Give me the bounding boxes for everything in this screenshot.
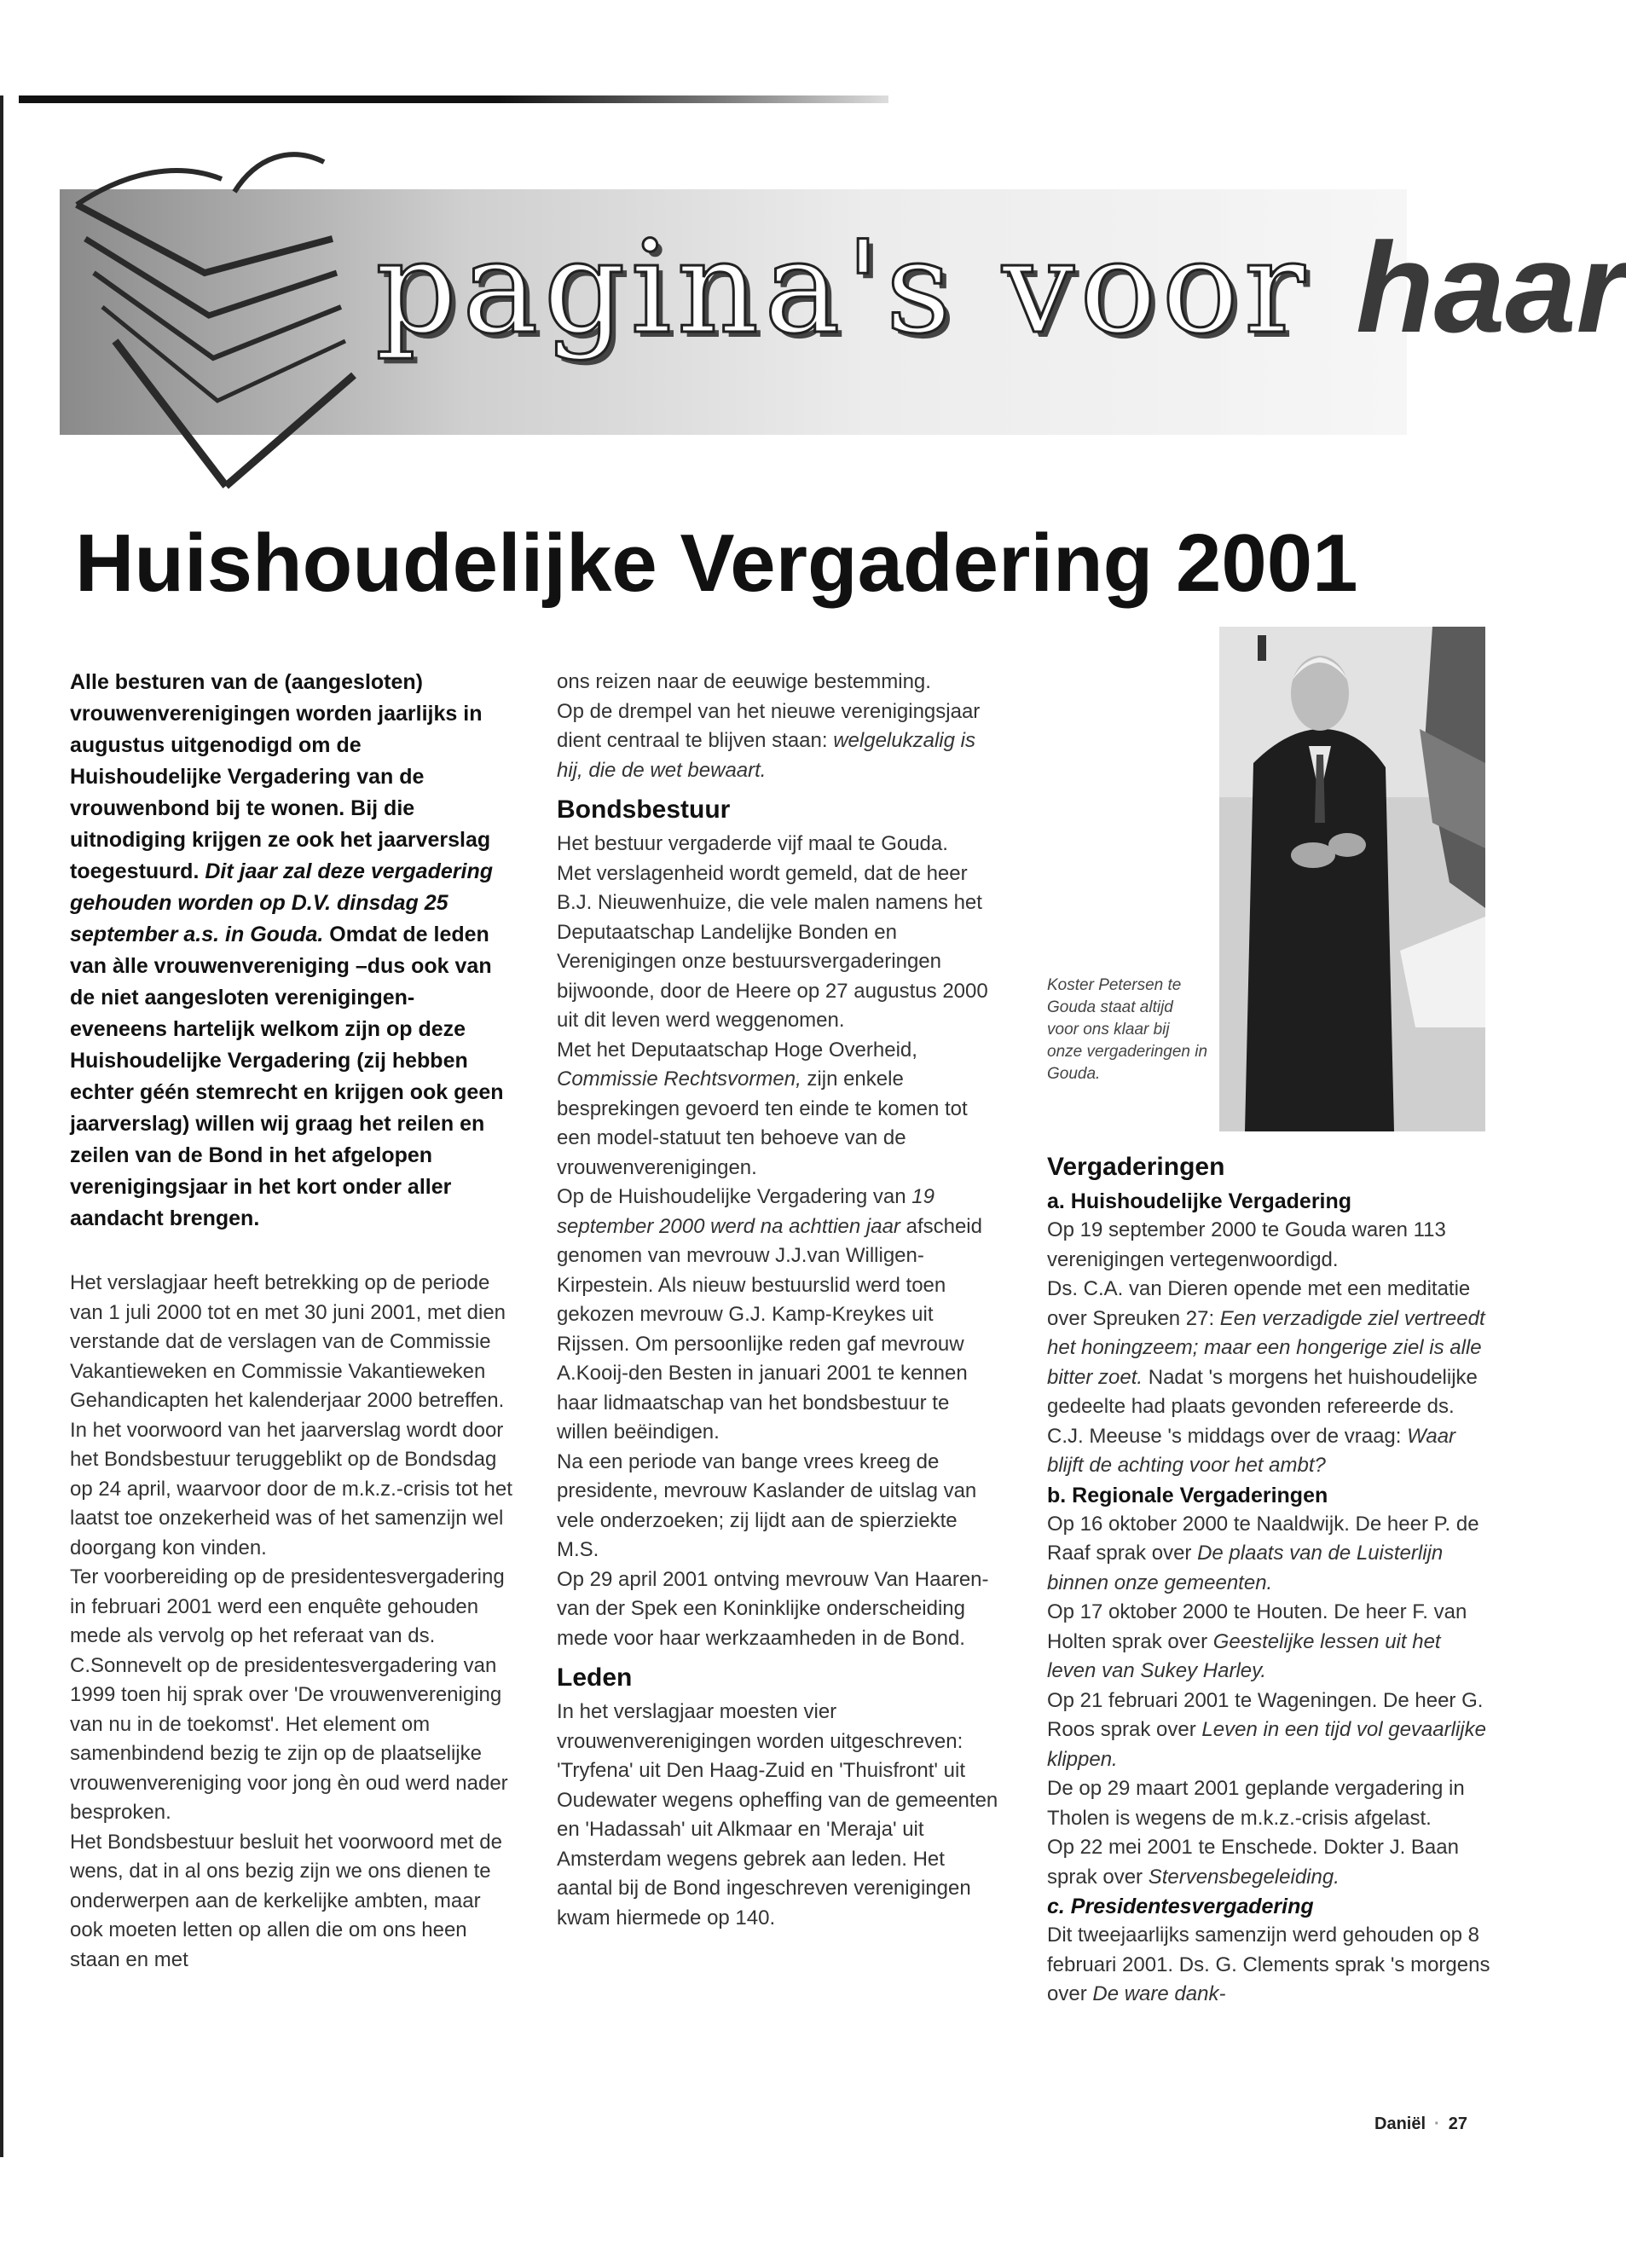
paragraph: In het verslagjaar moesten vier vrouwenverenigingen worden uitgeschreven: 'Tryfena' uit Den Haag-Zuid en 'Thuisfront' uit Oudewater wegens opheffing van de gemeenten en 'Hadassah' uit Alkmaar en 'Meraja' uit Amsterdam wegens gebrek aan leden. Het aantal bij de Bond ingeschreven verenigingen kwam hiermede op 140. xyxy=(557,1700,998,1930)
paragraph-text: Op 17 oktober 2000 te Houten. De heer F. van Holten sprak over xyxy=(1047,1600,1467,1653)
italic-text: De plaats van de Luisterlijn binnen onze gemeenten. xyxy=(1047,1542,1444,1594)
paragraph xyxy=(557,1183,1000,1448)
intro-text-1: Alle besturen van de (aangesloten) vrouwenverenigingen worden jaarlijks in augustus uitgenodigd om de Huishoudelijke Vergadering van de vrouwenbond bij te wonen. Bij die uitnodiging krijgen ze ook het jaarverslag toegestuurd. xyxy=(70,670,491,883)
article-headline: Huishoudelijke Vergadering 2001 xyxy=(75,518,1358,609)
paragraph xyxy=(1047,1833,1490,1892)
subheading-regionale-vergaderingen: b. Regionale Vergaderingen xyxy=(1047,1483,1328,1507)
paragraph xyxy=(1047,1687,1490,1775)
paragraph-text: zijn enkele besprekingen gevoerd ten einde te komen tot een model-statuut ten behoeve van de vrouwenverenigingen. xyxy=(557,1067,968,1179)
paragraph: Het verslagjaar heeft betrekking op de periode van 1 juli 2000 tot en met 30 juni 2001, met dien verstande dat de verslagen van de Commissie Vakantieweken en Commissie Vakantieweken Gehandicapten het kalenderjaar 2000 betreffen. xyxy=(70,1271,506,1412)
subheading-huishoudelijke-vergadering: a. Huishoudelijke Vergadering xyxy=(1047,1189,1352,1213)
section-heading-bondsbestuur: Bondsbestuur xyxy=(557,796,731,824)
paragraph-text: Op de Huishoudelijke Vergadering van xyxy=(557,1185,906,1208)
paragraph-text: Nadat 's morgens het huishoudelijke gedeelte had plaats gevonden refereerde ds. C.J. Meeuse 's middags over de vraag: xyxy=(1047,1365,1478,1448)
magazine-name: Daniël xyxy=(1374,2115,1426,2133)
column-3 xyxy=(1047,1143,1490,2010)
italic-text: De ware dank- xyxy=(1092,1982,1226,2005)
italic-text: Geestelijke lessen uit het leven van Sukey Harley. xyxy=(1047,1629,1441,1682)
paragraph: Op 29 april 2001 ontving mevrouw Van Haaren-van der Spek een Koninklijke onderscheiding mede voor haar werkzaamheden in de Bond. xyxy=(557,1567,989,1650)
paragraph: Het bestuur vergaderde vijf maal te Gouda. xyxy=(557,832,948,855)
paragraph xyxy=(557,697,1000,786)
paragraph xyxy=(1047,1921,1490,2010)
paragraph xyxy=(1047,1598,1490,1687)
top-rule xyxy=(19,95,888,103)
column-2 xyxy=(557,668,1000,1933)
paragraph xyxy=(1047,1275,1490,1481)
page-footer xyxy=(1374,2115,1467,2134)
intro-text-italic: Dit jaar zal deze vergadering gehouden worden op D.V. dinsdag 25 september a.s. in Gouda. xyxy=(70,859,493,946)
paragraph xyxy=(557,1036,1000,1183)
paragraph: Met verslagenheid wordt gemeld, dat de heer B.J. Nieuwenhuize, die vele malen namens het Deputaatschap Landelijke Bonden en Verenigingen onze bestuursvergaderingen bijwoonde, door de Heere op 27 augustus 2000 uit dit leven werd weggenomen. xyxy=(557,861,988,1032)
section-heading-vergaderingen: Vergaderingen xyxy=(1047,1153,1225,1181)
italic-text: Stervensbegeleiding. xyxy=(1148,1865,1340,1889)
section-heading-leden: Leden xyxy=(557,1663,633,1692)
paragraph: In het voorwoord van het jaarverslag wordt door het Bondsbestuur teruggeblikt op de Bondsdag op 24 april, waarvoor door de m.k.z.-crisis tot het laatst toe onzekerheid was of het samenzijn wel doorgang kon vinden. xyxy=(70,1418,512,1559)
photo-koster-petersen xyxy=(1219,627,1485,1131)
paragraph-text: Met het Deputaatschap Hoge Overheid, xyxy=(557,1038,917,1062)
paragraph: Ter voorbereiding op de presidentesvergadering in februari 2001 werd een enquête gehouden mede als vervolg op het referaat van ds. C.Sonnevelt op de presidentesvergadering van 1999 toen hij sprak over 'De vrouwenvereniging van nu in de toekomst'. Het element om samenbindend bezig te zijn op de plaatselijke vrouwenvereniging voor jong èn oud werd nader besproken. xyxy=(70,1565,508,1824)
paragraph-text: Op 22 mei 2001 te Enschede. Dokter J. Baan sprak over xyxy=(1047,1836,1459,1889)
photo-caption: Koster Petersen te Gouda staat altijd voor ons klaar bij onze vergaderingen in Gouda. xyxy=(1047,976,1208,1083)
paragraph-text: Dit tweejaarlijks samenzijn werd gehouden op 8 februari 2001. Ds. G. Clements sprak 's morgens over xyxy=(1047,1924,1490,2005)
italic-text: Een verzadigde ziel vertreedt het honingzeem; maar een hongerige ziel is alle bitter zoet. xyxy=(1047,1306,1485,1389)
paragraph: Na een periode van bange vrees kreeg de presidente, mevrouw Kaslander de uitslag van vele onderzoeken; zij lijdt aan de spierziekte M.S. xyxy=(557,1449,977,1561)
subheading-italic: c. Presidentesvergadering xyxy=(1047,1895,1314,1918)
paragraph-text: Op 16 oktober 2000 te Naaldwijk. De heer P. de Raaf sprak over xyxy=(1047,1512,1479,1565)
paragraph-text: afscheid genomen van mevrouw J.J.van Willigen-Kirpestein. Als nieuw bestuurslid werd toen gekozen mevrouw G.J. Kamp-Kreykes uit Rijssen. Om persoonlijke reden gaf mevrouw A.Kooij-den Besten in januari 2001 te kennen haar lidmaatschap van het bondsbestuur te willen beëindigen. xyxy=(557,1214,982,1444)
subheading-presidentesvergadering xyxy=(1047,1892,1490,1921)
paragraph: De op 29 maart 2001 geplande vergadering in Tholen is wegens de m.k.z.-crisis afgelast. xyxy=(1047,1777,1465,1830)
paragraph-text: Ds. C.A. van Dieren opende met een meditatie over Spreuken 27: xyxy=(1047,1277,1471,1330)
italic-text: Waar blijft de achting voor het ambt? xyxy=(1047,1424,1456,1477)
banner-title-bold: haar xyxy=(1356,216,1626,359)
page-edge xyxy=(0,95,3,2157)
intro-paragraph xyxy=(70,667,513,1235)
italic-text: 19 september 2000 werd na achttien jaar xyxy=(557,1185,935,1238)
open-book-icon xyxy=(51,145,392,520)
paragraph xyxy=(1047,1510,1490,1599)
banner-title-light: pagina's voor xyxy=(375,214,1311,362)
paragraph: Op 19 september 2000 te Gouda waren 113 verenigingen vertegenwoordigd. xyxy=(1047,1218,1446,1271)
paragraph: ons reizen naar de eeuwige bestemming. xyxy=(557,670,931,693)
italic-text: Leven in een tijd vol gevaarlijke klippen. xyxy=(1047,1718,1486,1771)
page-number: 27 xyxy=(1448,2115,1467,2133)
quote-italic: welgelukzalig is hij, die de wet bewaart. xyxy=(557,729,975,782)
banner-title xyxy=(375,214,1626,362)
paragraph: Het Bondsbestuur besluit het voorwoord met de wens, dat in al ons bezig zijn we ons dienen te onderwerpen aan de kerkelijke ambten, maar ook moeten letten op allen die om ons heen staan en met xyxy=(70,1830,502,1971)
paragraph-text: Op 21 februari 2001 te Wageningen. De heer G. Roos sprak over xyxy=(1047,1688,1484,1741)
italic-text: Commissie Rechtsvormen, xyxy=(557,1067,801,1091)
intro-text-2: Omdat de leden van àlle vrouwenvereniging –dus ook van de niet aangesloten verenigingen- eveneens hartelijk welkom zijn op deze Huishoudelijke Vergadering (zij hebben echter géén stemrecht en krijgen ook geen jaarverslag) willen wij graag het reilen en zeilen van de Bond in het afgelopen verenigingsjaar in het kort onder aller aandacht brengen. xyxy=(70,923,504,1230)
separator-dot: · xyxy=(1434,2115,1440,2133)
paragraph-text: Op de drempel van het nieuwe verenigingsjaar dient centraal te blijven staan: xyxy=(557,699,981,752)
column-1 xyxy=(70,667,513,1975)
